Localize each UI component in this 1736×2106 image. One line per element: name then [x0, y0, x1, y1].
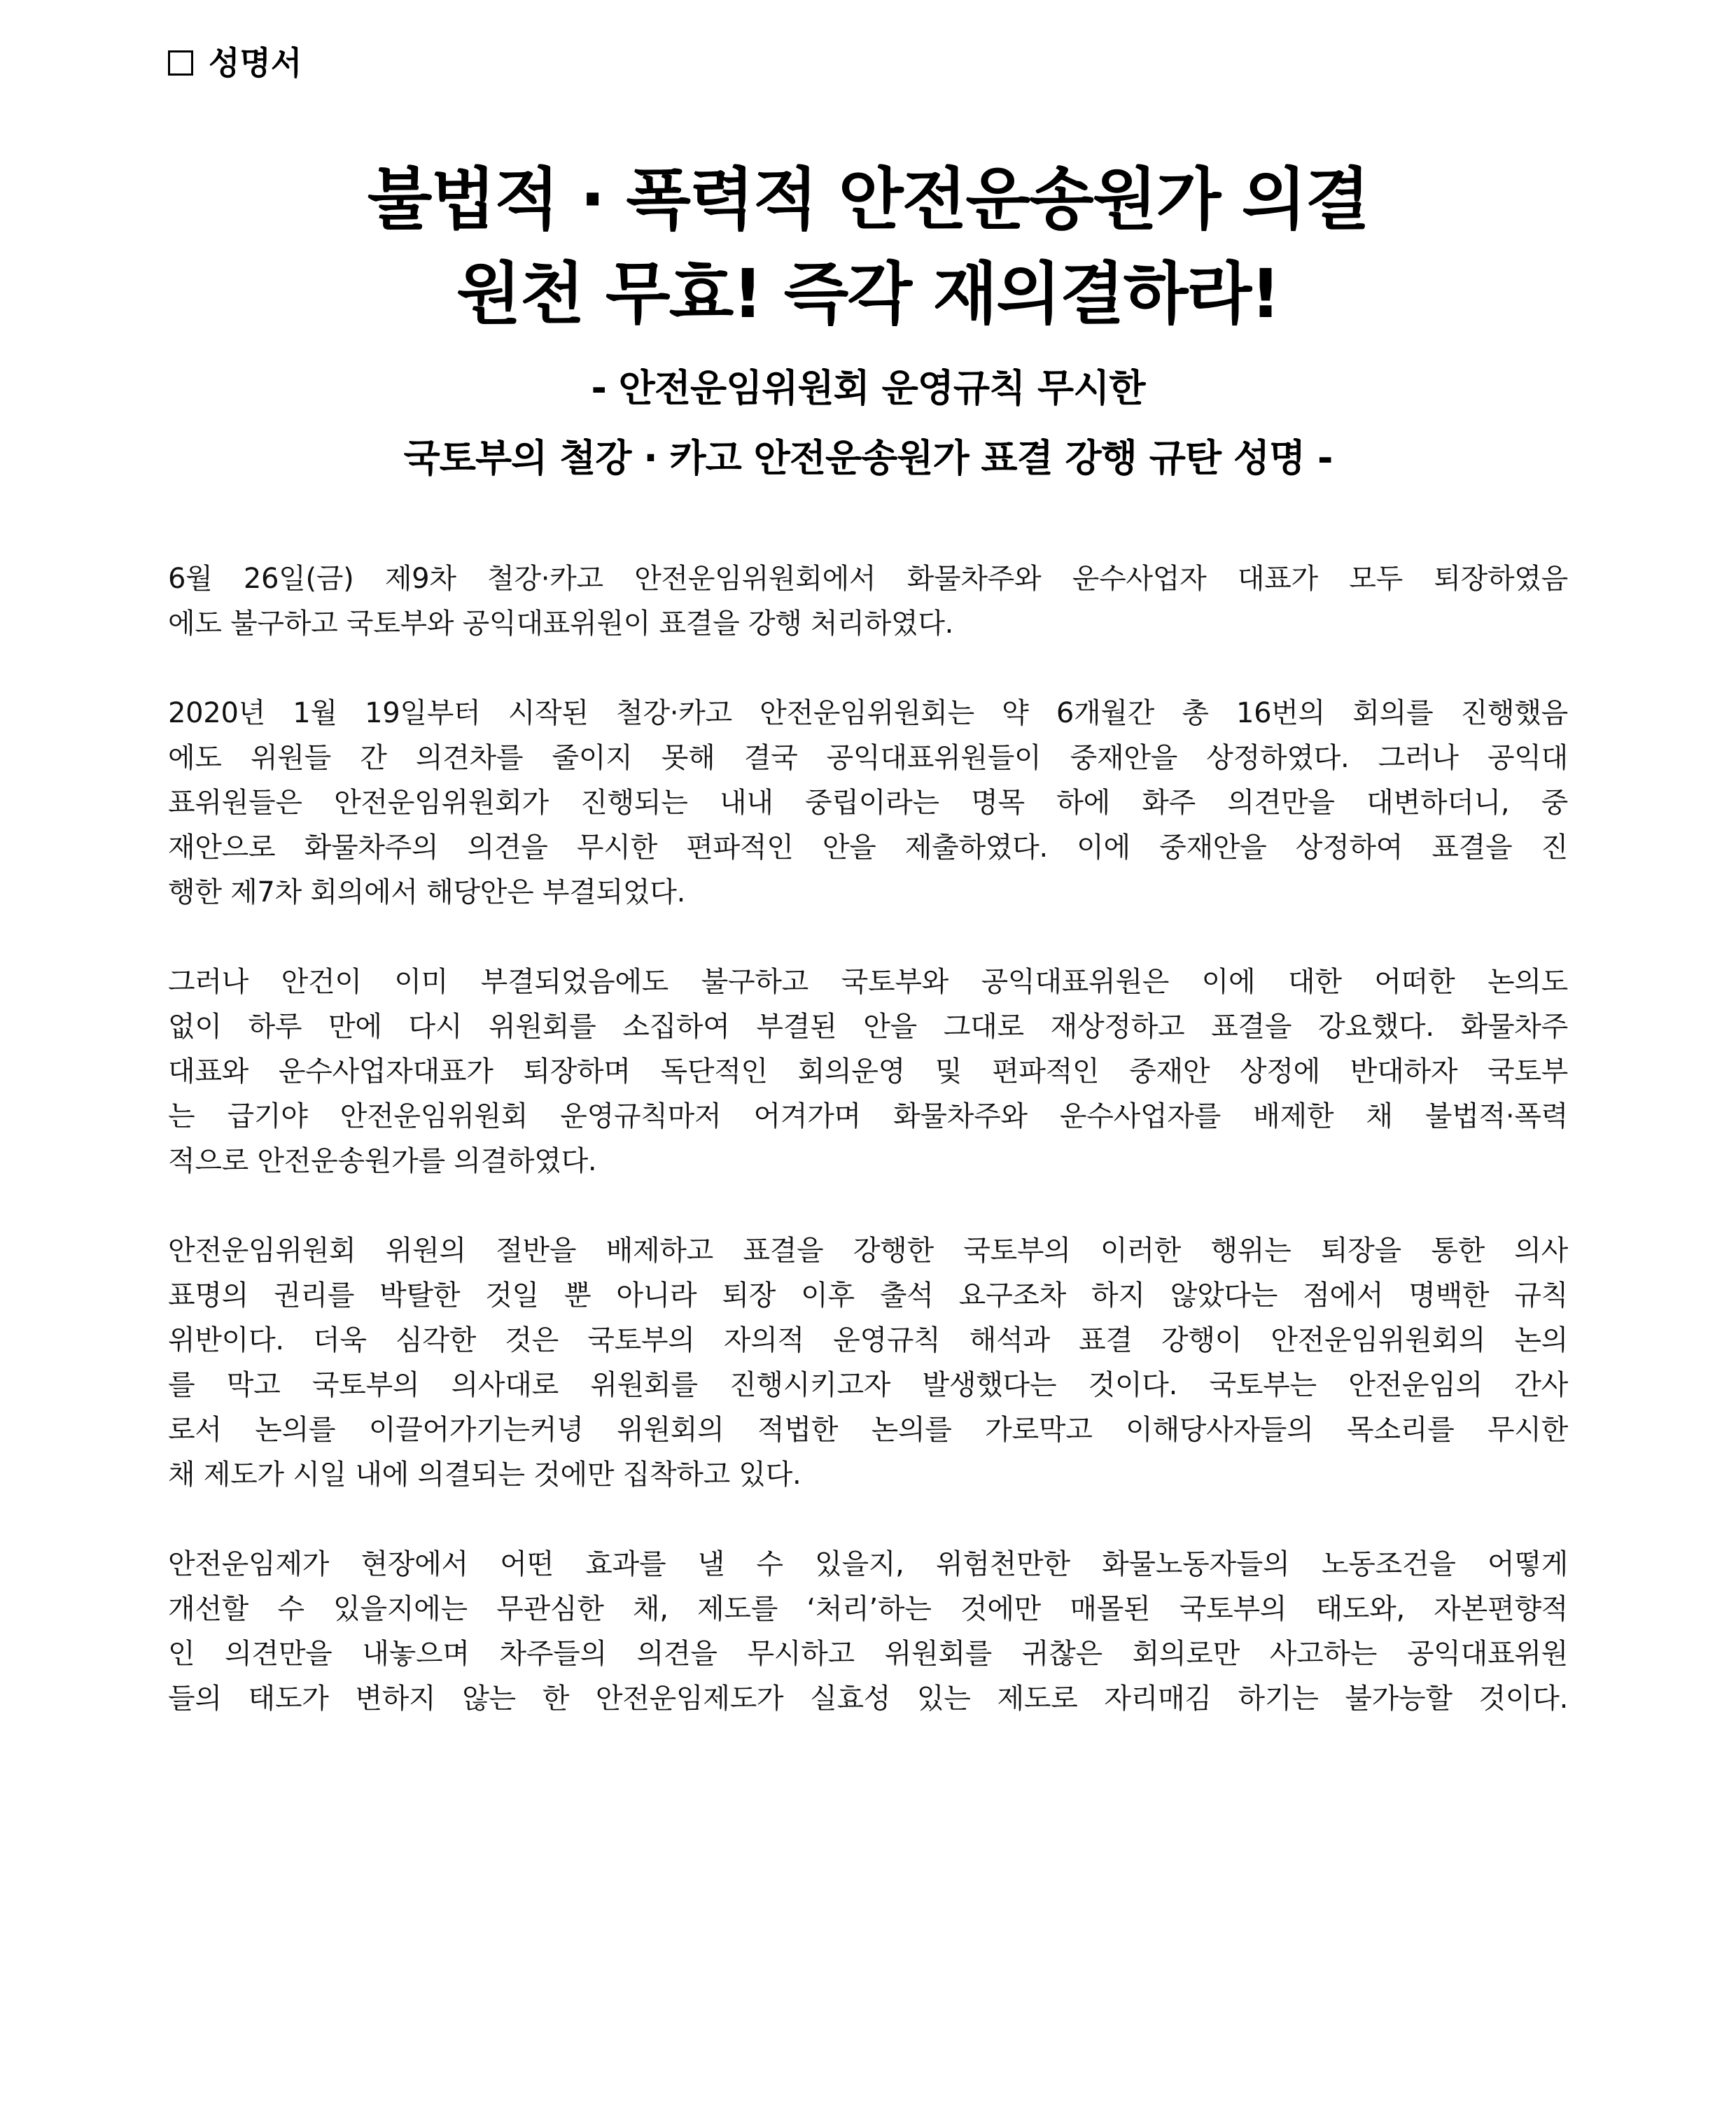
text-line: 를 막고 국토부의 의사대로 위원회를 진행시키고자 발생했다는 것이다. 국토부는 안전운임의 간사 — [168, 1369, 1568, 1401]
paragraph — [168, 1542, 1568, 1721]
doc-label — [168, 43, 302, 83]
subtitle-line-1: - 안전운임위원회 운영규칙 무시한 — [591, 366, 1145, 410]
text-line: 들의 태도가 변하지 않는 한 안전운임제도가 실효성 있는 제도로 자리매김 하기는 불가능할 것이다. — [168, 1683, 1568, 1715]
text-line: 개선할 수 있을지에는 무관심한 채, 제도를 ‘처리’하는 것에만 매몰된 국토부의 태도와, 자본편향적 — [168, 1593, 1568, 1625]
subtitle-line-2: 국토부의 철강 · 카고 안전운송원가 표결 강행 규탄 성명 - — [403, 436, 1333, 480]
text-line: 표명의 권리를 박탈한 것일 뿐 아니라 퇴장 이후 출석 요구조차 하지 않았다는 점에서 명백한 규칙 — [168, 1279, 1568, 1312]
text-line: 로서 논의를 이끌어가기는커녕 위원회의 적법한 논의를 가로막고 이해당사자들의 목소리를 무시한 — [168, 1414, 1568, 1446]
text-line: 적으로 안전운송원가를 의결하였다. — [168, 1145, 597, 1177]
text-line: 에도 위원들 간 의견차를 줄이지 못해 결국 공익대표위원들이 중재안을 상정하였다. 그러나 공익대 — [168, 742, 1568, 774]
text-line: 안전운임제가 현장에서 어떤 효과를 낼 수 있을지, 위험천만한 화물노동자들의 노동조건을 어떻게 — [168, 1548, 1568, 1580]
title-line-2: 원천 무효! 즉각 재의결하라! — [456, 255, 1280, 333]
text-line: 위반이다. 더욱 심각한 것은 국토부의 자의적 운영규칙 해석과 표결 강행이 안전운임위원회의 논의 — [168, 1324, 1568, 1356]
text-line: 재안으로 화물차주의 의견을 무시한 편파적인 안을 제출하였다. 이에 중재안을 상정하여 표결을 진 — [168, 831, 1568, 864]
title-line-1: 불법적 · 폭력적 안전운송원가 의결 — [367, 160, 1369, 239]
text-line: 6월 26일(금) 제9차 철강·카고 안전운임위원회에서 화물차주와 운수사업자 대표가 모두 퇴장하였음 — [168, 563, 1568, 595]
paragraph — [168, 691, 1568, 915]
text-line: 그러나 안건이 이미 부결되었음에도 불구하고 국토부와 공익대표위원은 이에 대한 어떠한 논의도 — [168, 966, 1568, 998]
text-line: 없이 하루 만에 다시 위원회를 소집하여 부결된 안을 그대로 재상정하고 표결을 강요했다. 화물차주 — [168, 1011, 1568, 1043]
text-line: 는 급기야 안전운임위원회 운영규칙마저 어겨가며 화물차주와 운수사업자를 배제한 채 불법적·폭력 — [168, 1100, 1568, 1132]
text-line: 행한 제7차 회의에서 해당안은 부결되었다. — [168, 876, 686, 908]
doc-label-text: 성명서 — [209, 44, 302, 82]
text-line: 채 제도가 시일 내에 의결되는 것에만 집착하고 있다. — [168, 1459, 802, 1491]
text-line: 대표와 운수사업자대표가 퇴장하며 독단적인 회의운영 및 편파적인 중재안 상정에 반대하자 국토부 — [168, 1055, 1568, 1088]
text-line: 2020년 1월 19일부터 시작된 철강·카고 안전운임위원회는 약 6개월간 총 16번의 회의를 진행했음 — [168, 697, 1568, 729]
statement-body — [168, 556, 1568, 1766]
text-line: 표위원들은 안전운임위원회가 진행되는 내내 중립이라는 명목 하에 화주 의견만을 대변하더니, 중 — [168, 787, 1568, 819]
paragraph — [168, 556, 1568, 646]
paragraph — [168, 1228, 1568, 1497]
checkbox-icon — [168, 50, 193, 76]
text-line: 인 의견만을 내놓으며 차주들의 의견을 무시하고 위원회를 귀찮은 회의로만 사고하는 공익대표위원 — [168, 1638, 1568, 1670]
text-line: 안전운임위원회 위원의 절반을 배제하고 표결을 강행한 국토부의 이러한 행위는 퇴장을 통한 의사 — [168, 1235, 1568, 1267]
text-line: 에도 불구하고 국토부와 공익대표위원이 표결을 강행 처리하였다. — [168, 608, 954, 640]
paragraph — [168, 960, 1568, 1184]
